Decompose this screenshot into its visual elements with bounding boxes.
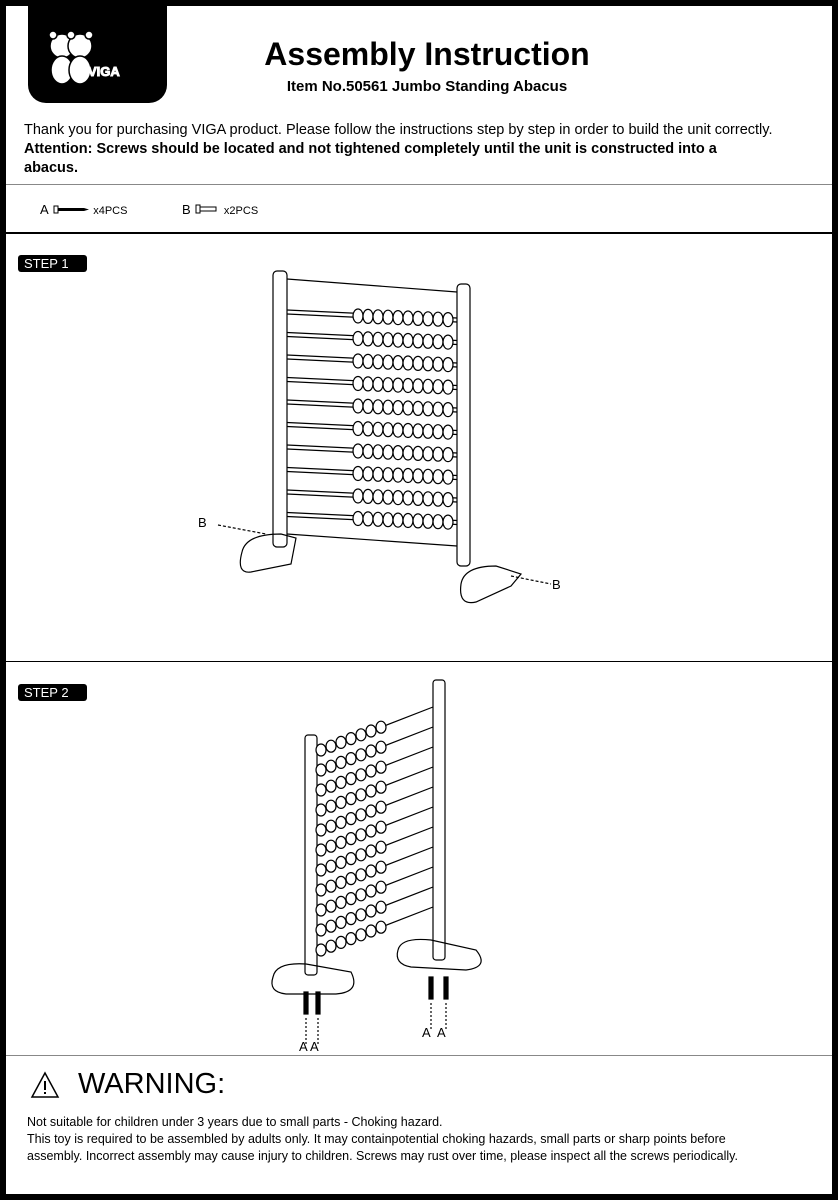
callout-b: B xyxy=(552,577,561,592)
step-2-illustration xyxy=(6,662,832,1054)
svg-text:VIGA: VIGA xyxy=(88,64,120,79)
part-qty: x4PCS xyxy=(93,205,128,217)
step-1-illustration xyxy=(6,234,832,661)
long-screw-icon xyxy=(52,204,90,214)
callout-a: A xyxy=(310,1039,319,1054)
warning-heading xyxy=(30,1068,225,1101)
warning-line: Not suitable for children under 3 years due to small parts - Choking hazard. xyxy=(27,1115,443,1129)
part-label: A xyxy=(40,202,48,217)
warning-line: This toy is required to be assembled by adults only. It may containpotential choking hazards, small parts or sharp points before xyxy=(27,1132,726,1146)
step-1-label: STEP 1 xyxy=(18,255,87,272)
divider xyxy=(6,1055,832,1056)
callout-a: A xyxy=(422,1025,431,1040)
divider xyxy=(6,184,832,185)
part-a xyxy=(40,202,127,217)
warning-triangle-icon xyxy=(30,1071,60,1099)
callout-a: A xyxy=(299,1039,308,1054)
part-label: B xyxy=(182,202,191,217)
part-qty: x2PCS xyxy=(223,205,259,217)
attention-text-cont: abacus. xyxy=(24,160,78,176)
item-subtitle: Item No.50561 Jumbo Standing Abacus xyxy=(286,78,568,95)
part-b xyxy=(182,202,258,217)
short-screw-icon xyxy=(194,204,220,214)
warning-title: WARNING: xyxy=(78,1068,226,1100)
intro-text: Thank you for purchasing VIGA product. Please follow the instructions step by step in order to build the unit correctly. xyxy=(24,122,773,138)
instruction-sheet xyxy=(6,6,832,1194)
attention-text: Attention: Screws should be located and not tightened completely until the unit is constructed into a xyxy=(24,141,717,157)
page-title: Assembly Instruction xyxy=(264,36,590,72)
callout-b: B xyxy=(198,515,207,530)
callout-a: A xyxy=(437,1025,446,1040)
warning-line: assembly. Incorrect assembly may cause injury to children. Screws may rust over time, please inspect all the screws periodically. xyxy=(27,1149,738,1163)
step-2-label: STEP 2 xyxy=(18,684,87,701)
